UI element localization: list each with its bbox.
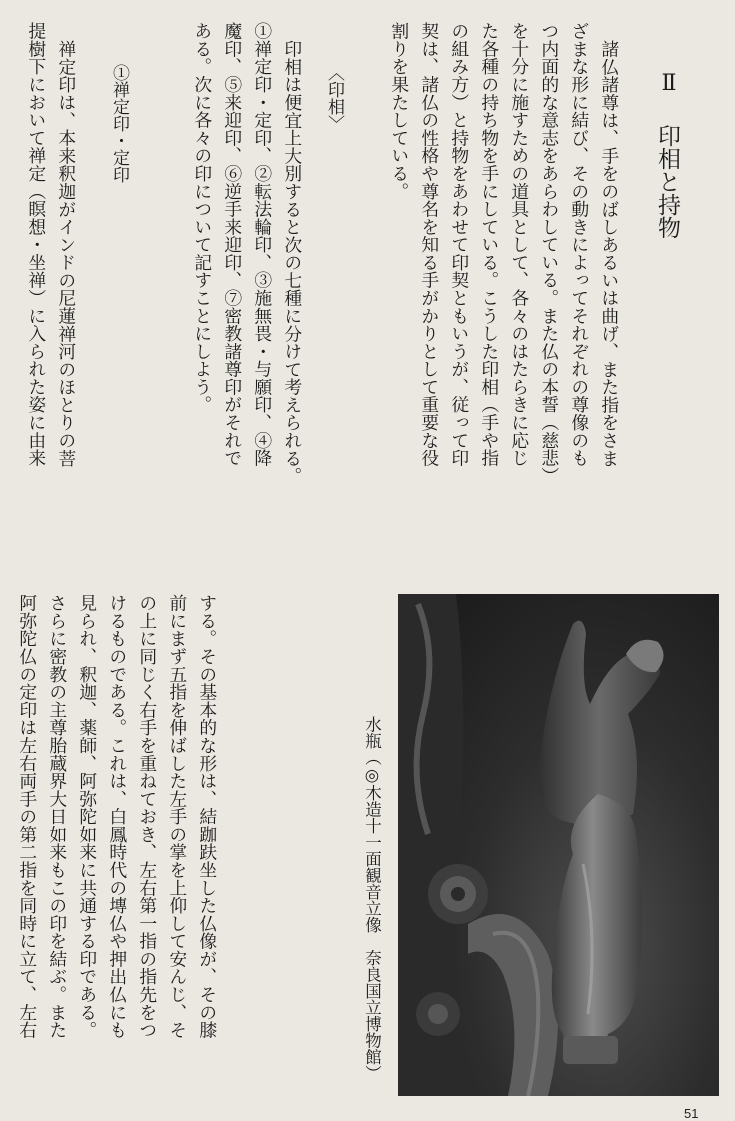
intro-line: た各種の持ち物を手にしている。こうした印相（手や指	[478, 22, 500, 467]
water-vessel-photo	[398, 594, 719, 1096]
intro-line: 割りを果たしている。	[388, 22, 410, 200]
continuation-line: さらに密教の主尊胎蔵界大日如来もこの印を結ぶ。また	[46, 594, 68, 1039]
insou-heading: 〈印相〉	[324, 64, 344, 132]
insou-line: ある。次に各々の印について記すことにしよう。	[191, 22, 213, 414]
zenjou-line: 禅定印は、本来釈迦がインドの尼蓮禅河のほとりの菩	[55, 40, 77, 467]
continuation-line: の上に同じく右手を重ねておき、左右第一指の指先をつ	[136, 594, 158, 1039]
intro-line: の組み方）と持物をあわせて印契ともいうが、従って印	[448, 22, 470, 467]
zenjou-subheading: ①禅定印・定印	[109, 64, 129, 183]
insou-line: 魔印、⑤来迎印、⑥逆手来迎印、⑦密教諸尊印がそれで	[221, 22, 243, 467]
intro-line: 契は、諸仏の性格や尊名を知る手がかりとして重要な役	[418, 22, 440, 467]
continuation-line: 前にまず五指を伸ばした左手の掌を上仰して安んじ、そ	[166, 594, 188, 1039]
intro-line: 諸仏諸尊は、手をのばしあるいは曲げ、また指をさま	[598, 40, 620, 467]
continuation-line: 阿弥陀仏の定印は左右両手の第二指を同時に立て、左右	[16, 594, 38, 1039]
continuation-line: 見られ、釈迦、薬師、阿弥陀如来に共通する印である。	[76, 594, 98, 1039]
section-number: Ⅱ	[661, 70, 677, 95]
intro-line: ざまな形に結び、その動きによってそれぞれの尊像のも	[568, 22, 590, 467]
photo-caption: 水瓶（◎木造十一面観音立像 奈良国立博物館）	[362, 716, 382, 1082]
continuation-line: けるものである。これは、白鳳時代の塼仏や押出仏にも	[106, 594, 128, 1039]
continuation-line: する。その基本的な形は、結跏趺坐した仏像が、その膝	[196, 594, 218, 1039]
insou-line: ①禅定印・定印、②転法輪印、③施無畏・与願印、④降	[251, 22, 273, 467]
zenjou-line: 提樹下において禅定（瞑想・坐禅）に入られた姿に由来	[25, 22, 47, 467]
insou-line: 印相は便宜上大別すると次の七種に分けて考えられる。	[281, 40, 303, 485]
section-title: 印相と持物	[654, 124, 680, 239]
intro-line: つ内面的な意志をあらわしている。また仏の本誓（慈悲）	[538, 22, 560, 485]
intro-line: を十分に施すための道具として、各々のはたらきに応じ	[508, 22, 530, 467]
page-number: 51	[684, 1106, 699, 1121]
